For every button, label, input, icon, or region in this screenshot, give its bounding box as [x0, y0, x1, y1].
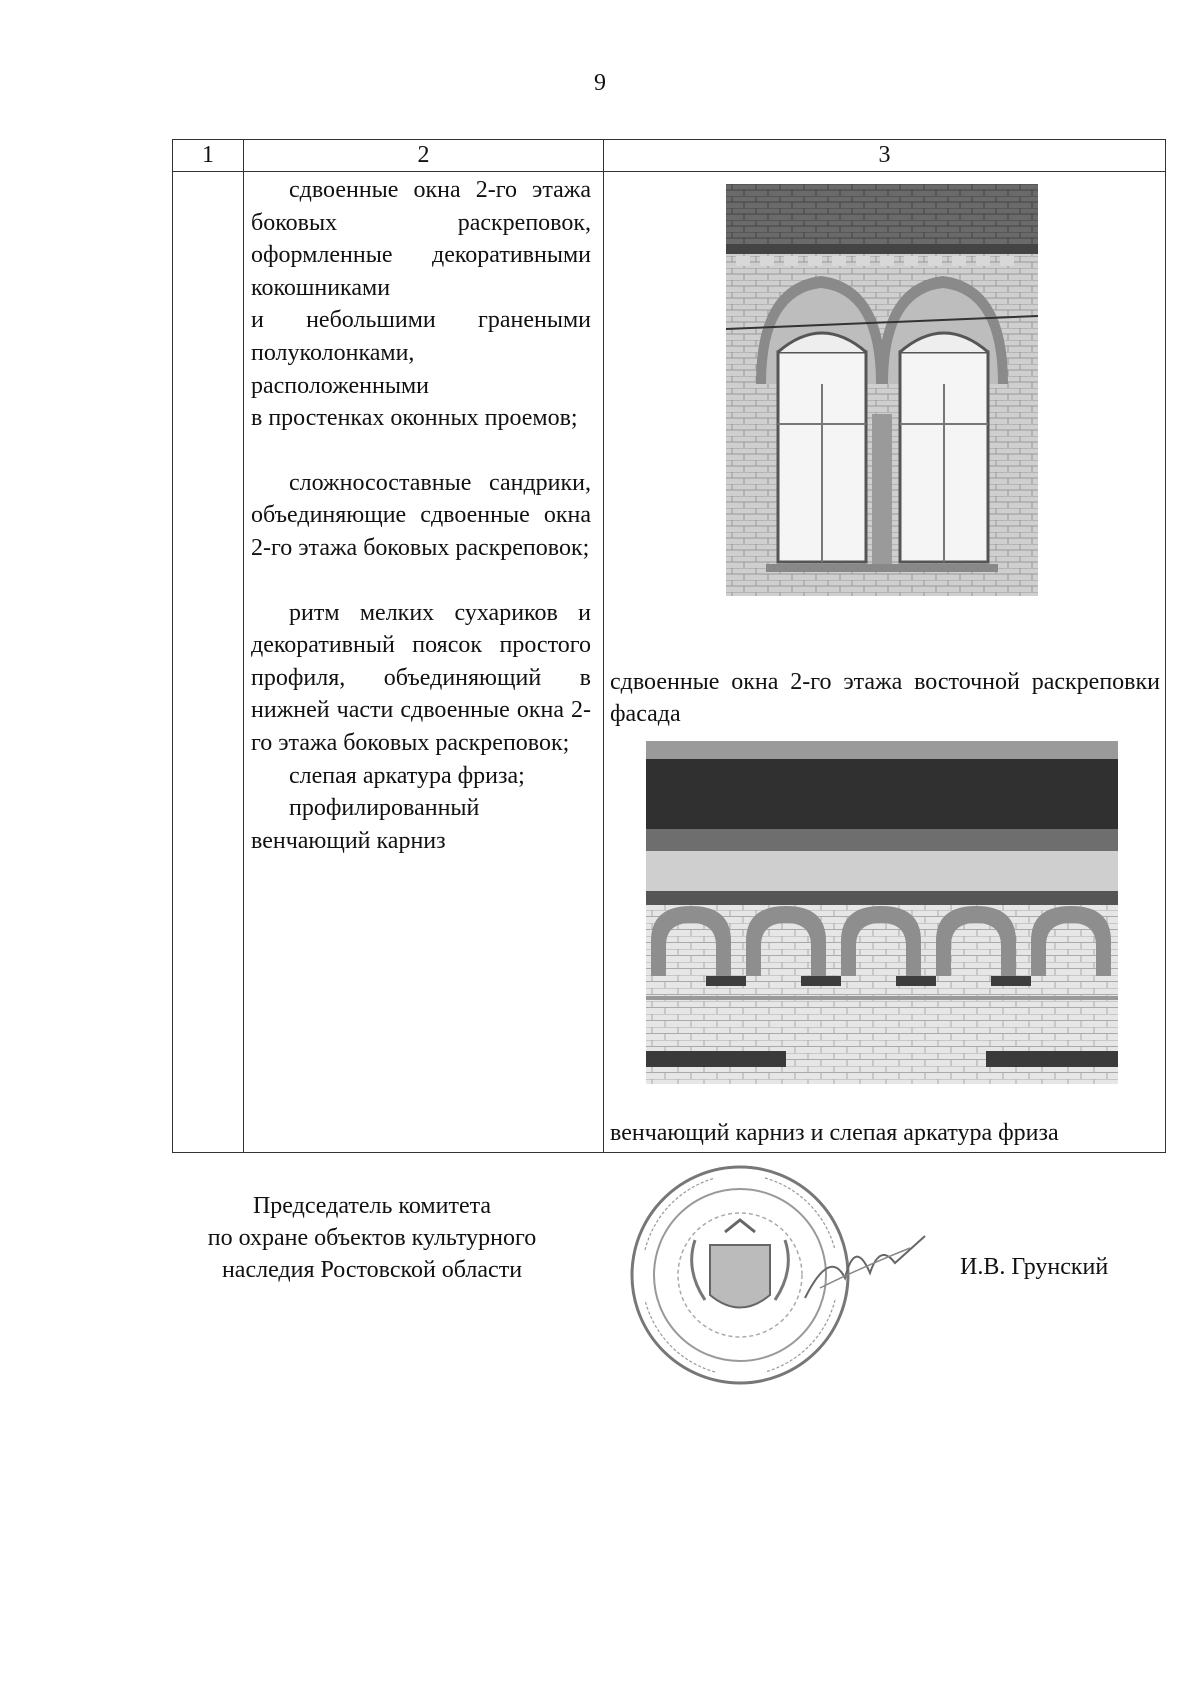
description-paragraph: в простенках оконных проемов; [251, 405, 578, 432]
handwritten-signature [800, 1228, 930, 1308]
signatory-title [172, 1190, 572, 1286]
signatory-title-line: Председатель комитета [252, 1193, 492, 1219]
description-paragraph: ритм мелких сухариков и декоративный поясок простого профиля, объединяющий в нижней части сдвоенные окна 2-го этажа боковых раскреповок; [251, 599, 591, 756]
cornice-arcade-photo [646, 741, 1118, 1084]
description-paragraph: сложносоставные сандрики, объединяющие сдвоенные окна 2-го этажа боковых раскреповок; [251, 469, 591, 561]
column-header-1: 1 [173, 140, 244, 172]
description-paragraph: и небольшими гранеными полуколонками, расположенными [251, 307, 591, 399]
signatory-title-line: по охране объектов культурного [207, 1225, 537, 1251]
heritage-elements-table [172, 139, 1166, 1153]
column-header-3: 3 [604, 140, 1166, 172]
photos-cell [604, 172, 1166, 1153]
photo-caption: венчающий карниз и слепая аркатура фриза [610, 1120, 1059, 1146]
description-cell [244, 172, 604, 1153]
photo-caption: сдвоенные окна 2-го этажа восточной раскреповки фасада [610, 669, 1160, 727]
twin-windows-photo [726, 184, 1038, 596]
description-paragraph: сдвоенные окна 2-го этажа боковых раскреповок, оформленные декоративными кокошниками [251, 177, 591, 301]
description-paragraph: слепая аркатура фриза; [289, 762, 525, 789]
description-paragraph: профилированный венчающий карниз [251, 795, 480, 854]
page-number: 9 [594, 70, 606, 96]
column-header-2: 2 [244, 140, 604, 172]
number-cell [173, 172, 244, 1153]
table-row [173, 172, 1166, 1153]
signatory-name: И.В. Грунский [960, 1254, 1109, 1280]
signatory-title-line: наследия Ростовской области [221, 1257, 523, 1283]
table-header-row [173, 140, 1166, 172]
